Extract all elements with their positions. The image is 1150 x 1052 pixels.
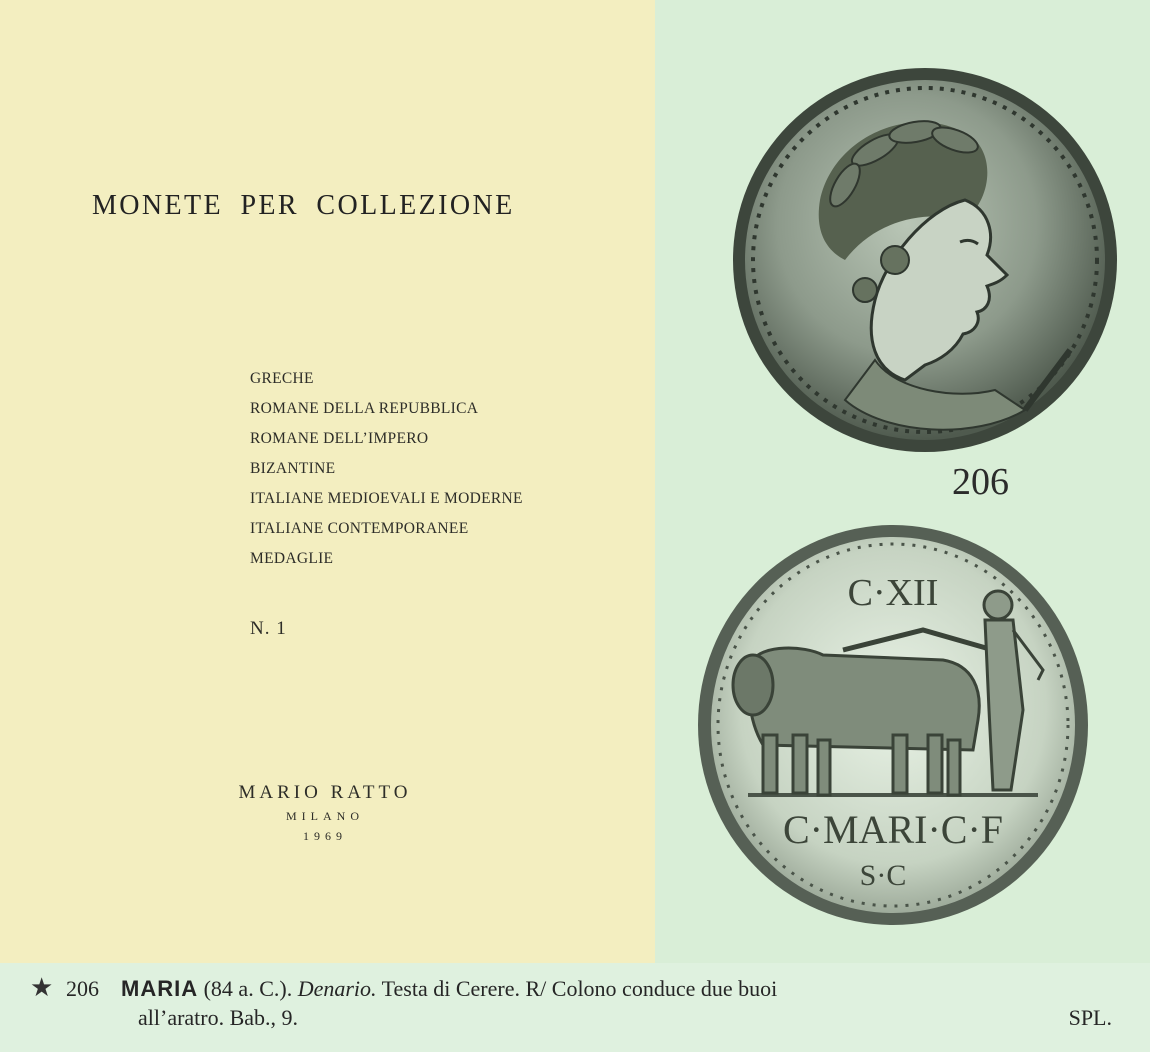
coin-obverse-image [725,60,1125,460]
reverse-inscription-exergue: S·C [859,859,907,892]
grade-label: SPL. [1068,1005,1112,1030]
category-item: BIZANTINE [250,460,336,477]
category-list [250,369,523,579]
category-item: GRECHE [250,370,314,387]
coin-panel [655,0,1150,963]
category-item: MEDAGLIE [250,550,334,567]
issue-number: N. 1 [250,618,287,639]
reverse-inscription-top: C·XII [847,572,939,614]
category-item: ROMANE DELLA REPUBBLICA [250,400,479,417]
coin-date: (84 a. C.). [203,976,293,1001]
lot-description [0,963,1150,1052]
category-item: ITALIANE MEDIOEVALI E MODERNE [250,490,523,507]
description-text-2: all’aratro. Bab., 9. [138,1005,299,1030]
denomination: Denario. [297,976,377,1001]
coin-reverse-image [693,520,1093,930]
category-item: ITALIANE CONTEMPORANEE [250,520,469,537]
publisher-name: MARIO RATTO [238,782,412,803]
reverse-inscription-bottom: C·MARI·C·F [782,807,1004,852]
cover-title: MONETE PER COLLEZIONE [92,190,515,221]
star-icon: ★ [30,973,54,1002]
description-text-1: Testa di Cerere. R/ Colono conduce due buoi [381,976,778,1001]
lot-number: 206 [66,976,99,1001]
coin-lot-label: 206 [952,461,1009,503]
description-line-1 [30,973,1110,1003]
ruler-name: MARIA [121,976,199,1001]
publisher-city: MILANO [286,809,364,823]
publisher-year: 1969 [303,829,347,843]
category-item: ROMANE DELL’IMPERO [250,430,429,447]
publisher-block [160,780,490,846]
